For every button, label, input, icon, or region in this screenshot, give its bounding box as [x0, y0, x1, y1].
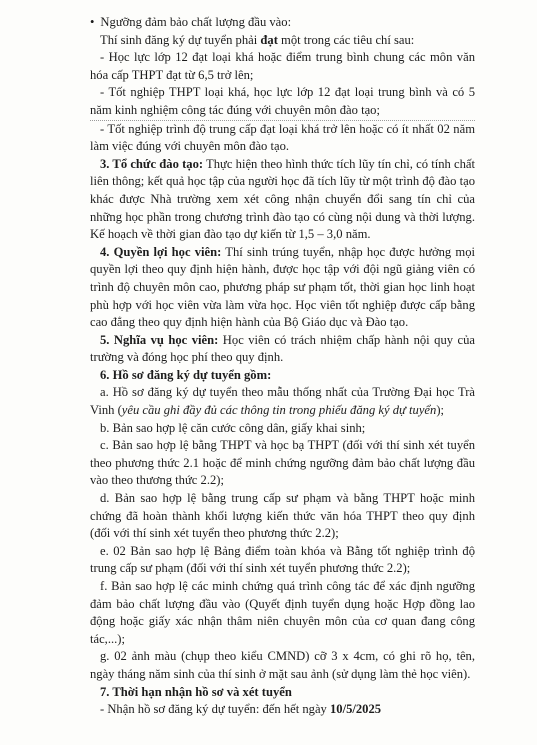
section-7-title: 7. Thời hạn nhận hồ sơ và xét tuyển — [100, 684, 292, 699]
section-3: 3. Tổ chức đào tạo: Thực hiện theo hình thức tích lũy tín chỉ, có tính chất liên thông; kết quả học tập của người học đã tích lũy từ một trình độ đào tạo khác được Nhà trường xem xét công nhận chuyển đổi sang tín chỉ của những học phần trong chương trình đào tạo có cùng nội dung và thời lượng. Kế hoạch về thời gian đào tạo dự kiến từ 1,5 – 3,0 năm. — [90, 156, 475, 242]
section-6-title: 6. Hồ sơ đăng ký dự tuyển gồm: — [100, 367, 272, 382]
guarantee-title: • Ngưỡng đảm bảo chất lượng đầu vào: — [90, 14, 475, 32]
document-item-d: d. Bản sao hợp lệ bằng trung cấp sư phạm và bằng THPT hoặc minh chứng đã hoàn thành khối lượng kiến thức văn hóa THPT theo quy định (đối với thí sinh xét tuyển theo phương thức 2.2); — [90, 491, 475, 541]
document-item-c: c. Bản sao hợp lệ bằng THPT và học bạ THPT (đối với thí sinh xét tuyển theo phương thức 2.1 hoặc để minh chứng ngưỡng đảm bảo chất lượng đầu vào theo thương thức 2.2); — [90, 438, 475, 488]
guarantee-item-1: - Học lực lớp 12 đạt loại khá hoặc điểm trung bình chung các môn văn hóa cấp THPT đạt từ 6,5 trở lên; — [90, 50, 475, 82]
guarantee-intro: Thí sinh đăng ký dự tuyển phải đạt một trong các tiêu chí sau: — [100, 32, 415, 47]
section-7-line-1: - Nhận hồ sơ đăng ký dự tuyển: đến hết ngày 10/5/2025 — [100, 702, 382, 717]
document-item-f: f. Bản sao hợp lệ các minh chứng quá trình công tác để xác định ngưỡng đảm bảo chất lượng đầu vào (Quyết định tuyển dụng hoặc Hợp đồng lao động hoặc giấy xác nhận thâm niên chuyên môn của cơ quan đang công tác,...); — [90, 579, 475, 646]
document-item-g: g. 02 ảnh màu (chụp theo kiểu CMND) cỡ 3 x 4cm, có ghi rõ họ, tên, ngày tháng năm sinh của thí sinh ở mặt sau ảnh (sử dụng làm thẻ học viên). — [90, 649, 475, 681]
guarantee-item-3: - Tốt nghiệp trình độ trung cấp đạt loại khá trở lên hoặc có ít nhất 02 năm làm việc đúng với chuyên môn đào tạo. — [90, 121, 475, 154]
document-item-a: a. Hồ sơ đăng ký dự tuyển theo mẫu thống nhất của Trường Đại học Trà Vinh (yêu cầu ghi đầy đủ các thông tin trong phiếu đăng ký dự tuyển); — [90, 385, 475, 418]
document-item-b: b. Bản sao hợp lệ căn cước công dân, giấy khai sinh; — [100, 420, 366, 435]
guarantee-item-2: - Tốt nghiệp THPT loại khá, học lực lớp 12 đạt loại trung bình và có 5 năm kinh nghiệm công tác đúng với chuyên môn đào tạo; — [90, 84, 475, 120]
section-4: 4. Quyền lợi học viên: Thí sinh trúng tuyển, nhập học được hưởng mọi quyền lợi theo quy định hiện hành, được học tập với đội ngũ giảng viên có trình độ chuyên môn cao, phương pháp sư phạm tốt, thời gian học linh hoạt phù hợp với học viên vừa làm vừa học. Học viên tốt nghiệp được cấp bằng cao đẳng theo quy định hiện hành của Bộ Giáo dục và Đào tạo. — [90, 244, 475, 330]
document-item-e: e. 02 Bản sao hợp lệ Bảng điểm toàn khóa và Bằng tốt nghiệp trình độ trung cấp sư phạm (đối với thí sinh xét tuyển phương thức 2.2); — [90, 543, 475, 576]
section-5: 5. Nghĩa vụ học viên: Học viên có trách nhiệm chấp hành nội quy của trường và đóng học phí theo quy định. — [90, 332, 475, 365]
